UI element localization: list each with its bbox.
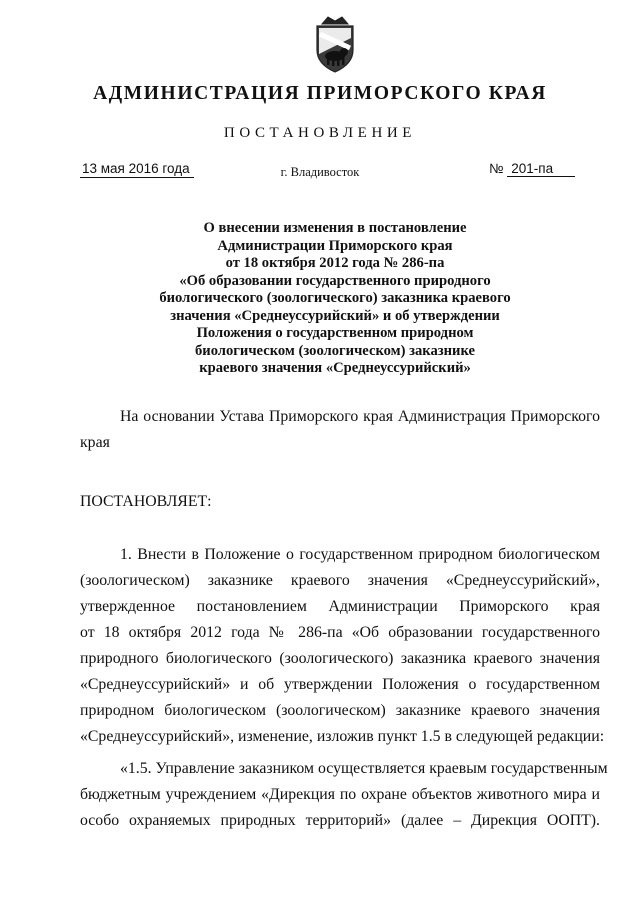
- title-line: от 18 октября 2012 года № 286-па: [225, 255, 445, 271]
- basis-paragraph: [80, 404, 600, 456]
- title-line: «Об образовании государственного природного: [179, 272, 491, 289]
- paragraph-line: «Среднеуссурийский» и об утверждении Положения о государственном: [80, 676, 600, 693]
- title-line: Положения о государственном природном: [196, 325, 474, 341]
- document-number-value: 201-па: [507, 161, 575, 177]
- coat-of-arms-emblem: [310, 14, 360, 74]
- document-number: [489, 161, 575, 177]
- paragraph-line: бюджетным учреждением «Дирекция по охране объектов животного мира и: [80, 786, 600, 803]
- title-line: краевого значения «Среднеуссурийский»: [199, 360, 471, 376]
- document-date-value: 13 мая 2016 года: [80, 161, 194, 178]
- number-sign: №: [489, 161, 504, 176]
- paragraph-line: «Среднеуссурийский», изменение, изложив пункт 1.5 в следующей редакции:: [80, 728, 605, 745]
- document-city: г. Владивосток: [280, 165, 360, 179]
- paragraph-line: На основании Устава Приморского края Администрация Приморского: [120, 408, 600, 425]
- document-type: ПОСТАНОВЛЕНИЕ: [223, 125, 417, 141]
- paragraph-line: природном биологическом (зоологическом) заказнике краевого значения: [80, 702, 600, 719]
- paragraph-line: 1. Внести в Положение о государственном природном биологическом: [120, 546, 600, 563]
- paragraph-line: особо охраняемых природных территорий» (далее – Дирекция ООПТ).: [80, 812, 600, 829]
- item-1-5-paragraph: [80, 756, 608, 834]
- title-line: биологическом (зоологическом) заказнике: [195, 342, 475, 359]
- paragraph-line: от 18 октября 2012 года № 286-па «Об образовании государственного: [80, 624, 600, 641]
- paragraph-line: (зоологическом) заказнике краевого значения «Среднеуссурийский»,: [80, 572, 600, 589]
- decree-word: ПОСТАНОВЛЯЕТ:: [80, 493, 212, 510]
- title-line: значения «Среднеуссурийский» и об утверждении: [170, 307, 500, 324]
- paragraph-line: утвержденное постановлением Администрации Приморского края: [80, 598, 600, 615]
- title-line: Администрации Приморского края: [217, 237, 453, 254]
- title-line: О внесении изменения в постановление: [203, 220, 467, 236]
- document-title: [130, 220, 540, 378]
- organization-name: АДМИНИСТРАЦИЯ ПРИМОРСКОГО КРАЯ: [93, 83, 547, 104]
- paragraph-line: края: [80, 434, 110, 451]
- paragraph-line: «1.5. Управление заказником осуществляется краевым государственным: [120, 760, 608, 777]
- paragraph-line: природного биологического (зоологического) заказника краевого значения: [80, 650, 600, 667]
- title-line: биологического (зоологического) заказника краевого: [159, 290, 511, 306]
- item-1-paragraph: [80, 542, 604, 750]
